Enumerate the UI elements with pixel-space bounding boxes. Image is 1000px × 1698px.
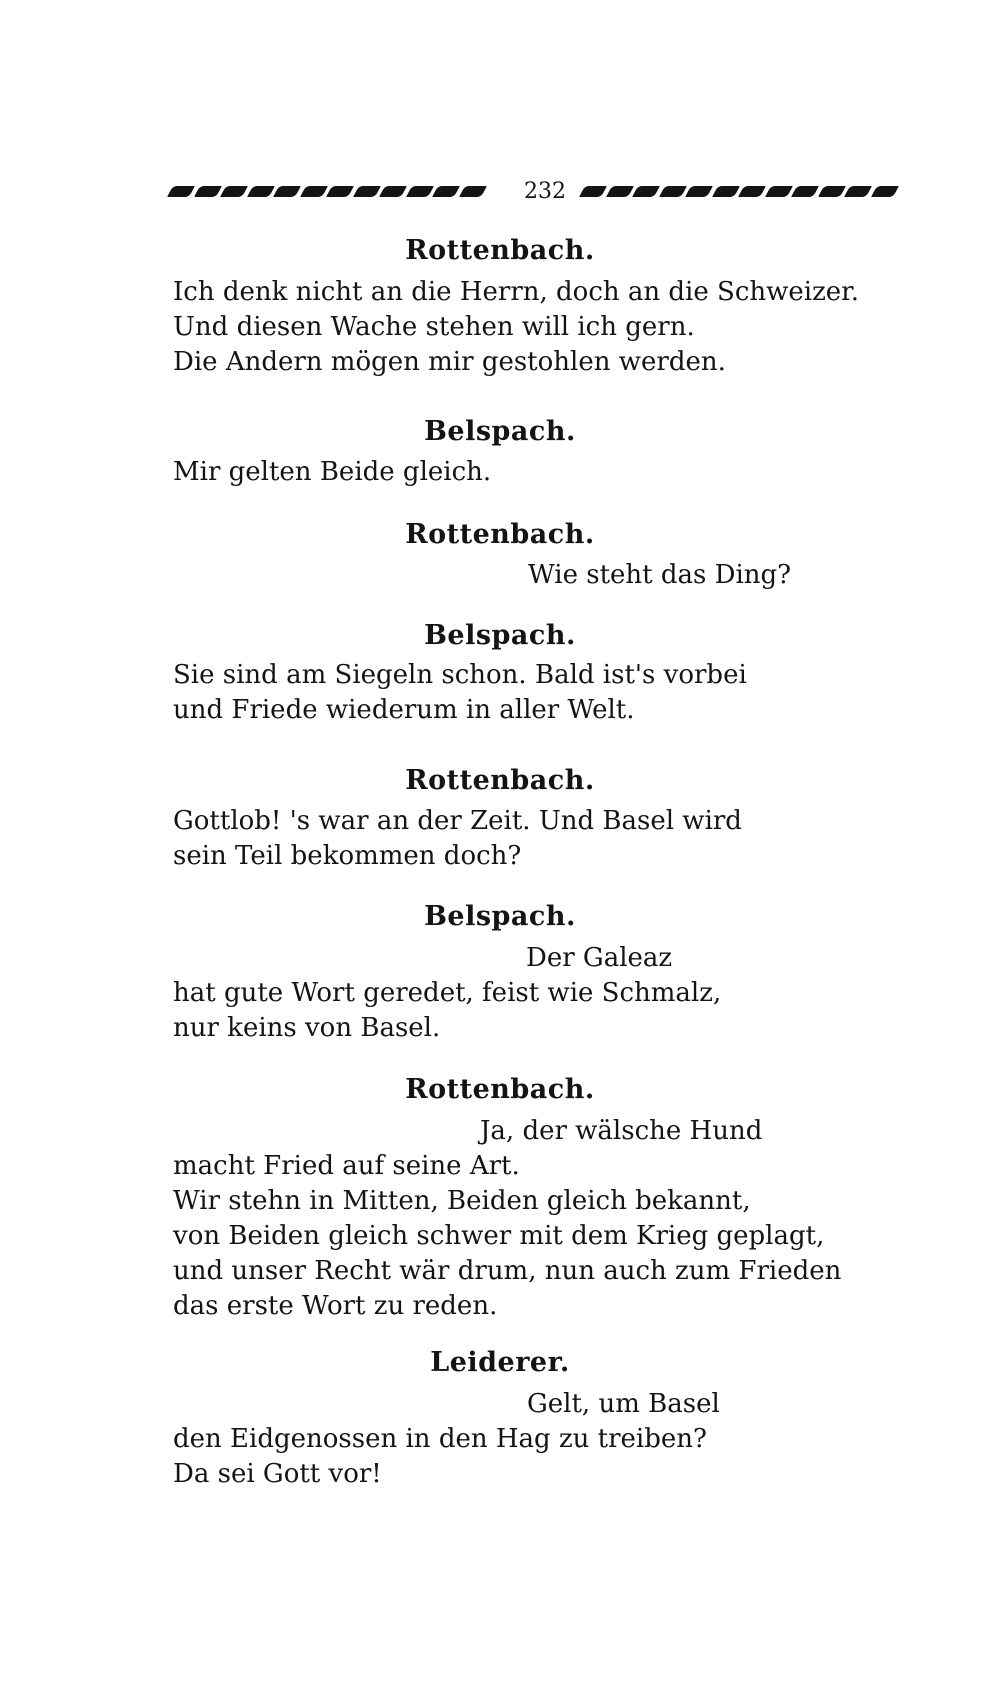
- speaker-name: Belspach.: [424, 620, 576, 651]
- verse-line: Gelt, um Basel: [527, 1389, 720, 1419]
- verse-line: Sie sind am Siegeln schon. Bald ist's vorbei: [173, 660, 747, 690]
- verse-line: sein Teil bekommen doch?: [173, 841, 522, 871]
- ornament-right: [582, 186, 918, 197]
- speaker-name: Leiderer.: [430, 1347, 570, 1378]
- verse-line: und unser Recht wär drum, nun auch zum Frieden: [173, 1256, 842, 1286]
- speaker-name: Rottenbach.: [405, 765, 595, 796]
- verse-line: und Friede wiederum in aller Welt.: [173, 695, 635, 725]
- page-header: [170, 175, 910, 205]
- verse-line: macht Fried auf seine Art.: [173, 1151, 520, 1181]
- verse-line: Ich denk nicht an die Herrn, doch an die Schweizer.: [173, 277, 860, 307]
- verse-line: nur keins von Basel.: [173, 1013, 441, 1043]
- verse-line: das erste Wort zu reden.: [173, 1291, 498, 1321]
- ornament-left: [170, 186, 490, 197]
- verse-line: von Beiden gleich schwer mit dem Krieg geplagt,: [173, 1221, 825, 1251]
- verse-line: den Eidgenossen in den Hag zu treiben?: [173, 1424, 707, 1454]
- speaker-name: Rottenbach.: [405, 1074, 595, 1105]
- speaker-name: Rottenbach.: [405, 519, 595, 550]
- speaker-name: Rottenbach.: [405, 235, 595, 266]
- speaker-name: Belspach.: [424, 901, 576, 932]
- verse-line: Wie steht das Ding?: [528, 560, 792, 590]
- verse-line: hat gute Wort geredet, feist wie Schmalz,: [173, 978, 722, 1008]
- verse-line: Wir stehn in Mitten, Beiden gleich bekannt,: [173, 1186, 751, 1216]
- verse-line: Gottlob! 's war an der Zeit. Und Basel wird: [173, 806, 742, 836]
- speaker-name: Belspach.: [424, 416, 576, 447]
- verse-line: Und diesen Wache stehen will ich gern.: [173, 312, 695, 342]
- page-number: 232: [524, 179, 566, 204]
- verse-line: Der Galeaz: [526, 943, 673, 973]
- verse-line: Da sei Gott vor!: [173, 1459, 382, 1489]
- verse-line: Ja, der wälsche Hund: [480, 1116, 763, 1146]
- verse-line: Die Andern mögen mir gestohlen werden.: [173, 347, 726, 377]
- verse-line: Mir gelten Beide gleich.: [173, 457, 492, 487]
